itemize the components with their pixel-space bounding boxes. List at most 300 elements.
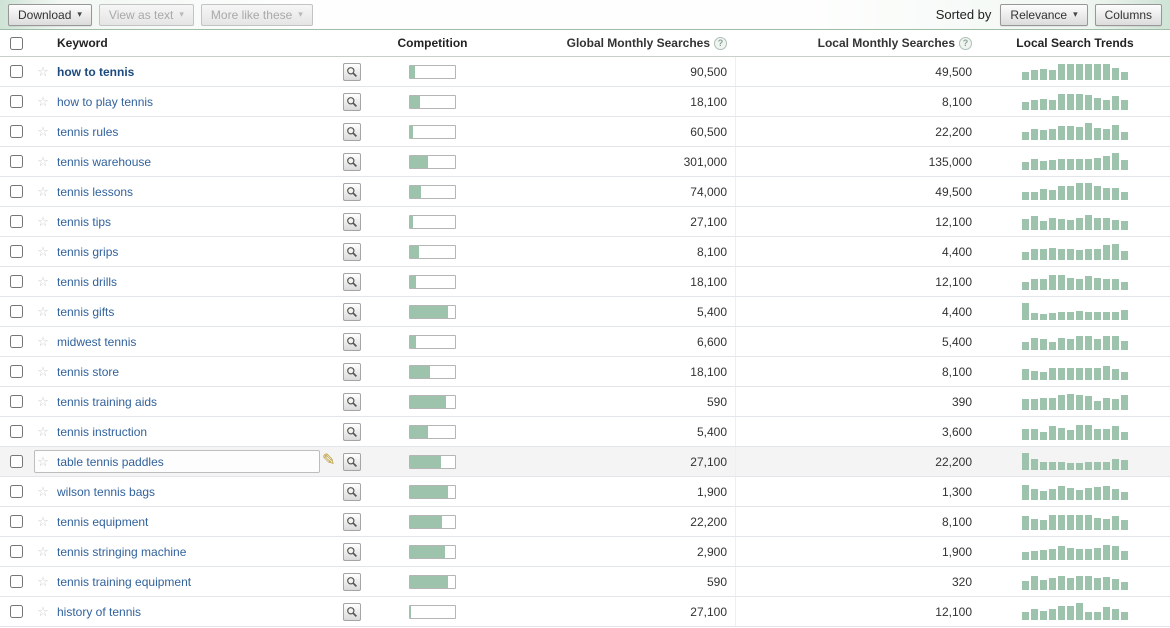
trend-bar	[1085, 425, 1092, 440]
trend-bar	[1094, 158, 1101, 170]
trend-bar	[1067, 126, 1074, 140]
help-icon[interactable]: ?	[959, 37, 972, 50]
keyword-link[interactable]: history of tennis	[57, 604, 142, 619]
trend-bar	[1103, 607, 1110, 620]
keyword-link[interactable]: tennis rules	[57, 124, 119, 139]
trend-bar	[1094, 98, 1101, 110]
local-search-trends-sparkline	[980, 597, 1170, 626]
row-checkbox[interactable]	[10, 215, 23, 228]
competition-bar	[409, 305, 456, 319]
competition-bar	[409, 65, 456, 79]
row-checkbox[interactable]	[10, 335, 23, 348]
trend-bar	[1076, 515, 1083, 530]
trend-bar	[1031, 551, 1038, 560]
trend-bar	[1022, 252, 1029, 260]
keyword-link[interactable]: tennis instruction	[57, 424, 148, 439]
row-checkbox[interactable]	[10, 95, 23, 108]
trend-bar	[1067, 64, 1074, 80]
trend-bar	[1022, 132, 1029, 140]
search-magnifier-button[interactable]	[343, 333, 361, 351]
search-magnifier-button[interactable]	[343, 273, 361, 291]
trend-bar	[1058, 368, 1065, 380]
trend-bar	[1085, 215, 1092, 230]
global-monthly-searches-value: 301,000	[683, 154, 727, 169]
row-checkbox[interactable]	[10, 305, 23, 318]
trend-bar	[1049, 578, 1056, 590]
trend-bar	[1049, 275, 1056, 290]
trend-bar	[1103, 64, 1110, 80]
trend-bar	[1031, 609, 1038, 620]
trend-bar	[1058, 275, 1065, 290]
trend-bar	[1094, 339, 1101, 350]
trend-bar	[1094, 368, 1101, 380]
chevron-down-icon: ▾	[179, 9, 184, 19]
search-magnifier-button[interactable]	[343, 483, 361, 501]
star-icon[interactable]: ☆	[37, 123, 49, 139]
more-like-these-button[interactable]	[201, 4, 313, 26]
star-icon[interactable]: ☆	[37, 543, 49, 559]
keyword-link[interactable]: tennis grips	[57, 244, 119, 259]
global-monthly-searches-value: 8,100	[696, 244, 727, 259]
trend-bar	[1103, 429, 1110, 440]
star-icon[interactable]: ☆	[37, 243, 49, 259]
local-monthly-searches-value: 3,600	[735, 417, 980, 446]
sort-dropdown[interactable]	[1000, 4, 1087, 26]
trend-bar	[1049, 190, 1056, 200]
view-as-text-button[interactable]	[99, 4, 194, 26]
trend-bar	[1085, 396, 1092, 410]
search-magnifier-button[interactable]	[343, 573, 361, 591]
table-row	[0, 537, 1170, 567]
trend-bar	[1022, 399, 1029, 410]
global-monthly-searches-value: 6,600	[696, 334, 727, 349]
sorted-by-label: Sorted by	[935, 7, 992, 22]
star-icon[interactable]: ☆	[37, 303, 49, 319]
trend-bar	[1022, 303, 1029, 320]
trend-bar	[1022, 192, 1029, 200]
local-search-trends-sparkline	[980, 177, 1170, 206]
trend-bar	[1022, 516, 1029, 530]
trend-bar	[1094, 578, 1101, 590]
local-monthly-searches-value: 8,100	[735, 507, 980, 536]
trend-bar	[1094, 249, 1101, 260]
trend-bar	[1049, 129, 1056, 140]
trend-bar	[1085, 276, 1092, 290]
trend-bar	[1049, 313, 1056, 320]
magnifier-icon	[346, 186, 358, 198]
trend-bar	[1022, 282, 1029, 290]
trend-bar	[1094, 401, 1101, 410]
trend-bar	[1121, 310, 1128, 320]
global-monthly-searches-value: 5,400	[696, 304, 727, 319]
search-magnifier-button[interactable]	[343, 603, 361, 621]
trend-bar	[1085, 159, 1092, 170]
local-monthly-searches-value: 8,100	[735, 87, 980, 116]
trend-bar	[1076, 250, 1083, 260]
local-search-trends-sparkline	[980, 267, 1170, 296]
table-row	[0, 507, 1170, 537]
star-icon[interactable]: ☆	[37, 603, 49, 619]
trend-bar	[1112, 609, 1119, 620]
trend-bar	[1094, 462, 1101, 470]
global-monthly-searches-value: 590	[706, 394, 727, 409]
trend-bar	[1085, 488, 1092, 500]
trend-bar	[1049, 342, 1056, 350]
more-like-these-label: More like these	[210, 7, 293, 22]
trend-bar	[1085, 515, 1092, 530]
trend-bar	[1121, 100, 1128, 110]
local-search-trends-sparkline	[980, 237, 1170, 266]
trend-bar	[1058, 126, 1065, 140]
column-header-local[interactable]	[735, 30, 980, 56]
search-magnifier-button[interactable]	[343, 93, 361, 111]
trend-bar	[1076, 218, 1083, 230]
trend-bar	[1121, 160, 1128, 170]
trend-bar	[1031, 519, 1038, 530]
local-monthly-searches-value: 1,300	[735, 477, 980, 506]
trend-bar	[1031, 279, 1038, 290]
trend-bar	[1076, 463, 1083, 470]
magnifier-icon	[346, 396, 358, 408]
local-monthly-searches-value: 1,900	[735, 537, 980, 566]
competition-bar	[409, 275, 456, 289]
trend-bar	[1112, 188, 1119, 200]
keyword-link[interactable]: midwest tennis	[57, 334, 137, 349]
trend-bar	[1076, 368, 1083, 380]
trend-bar	[1031, 489, 1038, 500]
trend-bar	[1067, 220, 1074, 230]
table-row	[0, 327, 1170, 357]
local-search-trends-sparkline	[980, 537, 1170, 566]
column-header-global[interactable]	[490, 36, 735, 50]
keyword-link[interactable]: tennis drills	[57, 274, 118, 289]
trend-bar	[1049, 515, 1056, 530]
trend-bar	[1121, 341, 1128, 350]
trend-bar	[1040, 339, 1047, 350]
keyword-link[interactable]: tennis tips	[57, 214, 112, 229]
trend-bar	[1076, 279, 1083, 290]
global-monthly-searches-value: 74,000	[690, 184, 727, 199]
table-row	[0, 597, 1170, 627]
trend-bar	[1058, 159, 1065, 170]
table-row	[0, 417, 1170, 447]
trend-bar	[1085, 95, 1092, 110]
trend-bar	[1094, 548, 1101, 560]
trend-bar	[1022, 369, 1029, 380]
trend-bar	[1112, 279, 1119, 290]
trend-bar	[1094, 186, 1101, 200]
star-icon[interactable]: ☆	[37, 183, 49, 199]
row-checkbox[interactable]	[10, 155, 23, 168]
trend-bar	[1058, 546, 1065, 560]
trend-bar	[1058, 219, 1065, 230]
global-monthly-searches-value: 27,100	[690, 214, 727, 229]
local-monthly-searches-value: 320	[735, 567, 980, 596]
local-search-trends-sparkline	[980, 477, 1170, 506]
search-magnifier-button[interactable]	[343, 393, 361, 411]
row-checkbox[interactable]	[10, 575, 23, 588]
trend-bar	[1103, 577, 1110, 590]
global-monthly-searches-value: 590	[706, 574, 727, 589]
global-monthly-searches-value: 27,100	[690, 454, 727, 469]
row-checkbox[interactable]	[10, 275, 23, 288]
row-checkbox[interactable]	[10, 545, 23, 558]
trend-bar	[1058, 606, 1065, 620]
local-monthly-searches-value: 22,200	[735, 447, 980, 476]
keyword-link[interactable]: tennis lessons	[57, 184, 134, 199]
search-magnifier-button[interactable]	[343, 243, 361, 261]
magnifier-icon	[346, 606, 358, 618]
trend-bar	[1022, 453, 1029, 470]
row-checkbox[interactable]	[10, 125, 23, 138]
trend-bar	[1103, 312, 1110, 320]
trend-bar	[1085, 462, 1092, 470]
row-checkbox[interactable]	[10, 455, 23, 468]
trend-bar	[1040, 130, 1047, 140]
trend-bar	[1121, 132, 1128, 140]
search-magnifier-button[interactable]	[343, 543, 361, 561]
star-icon[interactable]: ☆	[37, 513, 49, 529]
row-checkbox[interactable]	[10, 65, 23, 78]
trend-bar	[1103, 545, 1110, 560]
star-icon[interactable]: ☆	[37, 363, 49, 379]
competition-bar	[409, 575, 456, 589]
local-monthly-searches-value: 12,100	[735, 207, 980, 236]
trend-bar	[1040, 161, 1047, 170]
keyword-link[interactable]: tennis equipment	[57, 514, 149, 529]
magnifier-icon	[346, 276, 358, 288]
global-monthly-searches-value: 90,500	[690, 64, 727, 79]
trend-bar	[1076, 425, 1083, 440]
column-header-keyword[interactable]: Keyword	[57, 36, 108, 50]
table-header	[0, 30, 1170, 57]
trend-bar	[1049, 426, 1056, 440]
search-magnifier-button[interactable]	[343, 303, 361, 321]
table-row	[0, 387, 1170, 417]
trend-bar	[1049, 609, 1056, 620]
keyword-link[interactable]: wilson tennis bags	[57, 484, 156, 499]
star-icon[interactable]: ☆	[37, 63, 49, 79]
trend-bar	[1049, 368, 1056, 380]
trend-bar	[1103, 519, 1110, 530]
trend-bar	[1040, 550, 1047, 560]
local-search-trends-sparkline	[980, 207, 1170, 236]
search-magnifier-button[interactable]	[343, 453, 361, 471]
search-magnifier-button[interactable]	[343, 213, 361, 231]
row-checkbox[interactable]	[10, 515, 23, 528]
competition-bar	[409, 155, 456, 169]
trend-bar	[1031, 399, 1038, 410]
trend-bar	[1040, 189, 1047, 200]
trend-bar	[1112, 516, 1119, 530]
table-row	[0, 447, 1170, 477]
trend-bar	[1058, 94, 1065, 110]
competition-bar	[409, 425, 456, 439]
trend-bar	[1076, 490, 1083, 500]
trend-bar	[1076, 127, 1083, 140]
chevron-down-icon: ▾	[298, 9, 303, 19]
search-magnifier-button[interactable]	[343, 513, 361, 531]
trend-bar	[1094, 429, 1101, 440]
competition-bar	[409, 455, 456, 469]
trend-bar	[1121, 192, 1128, 200]
trend-bar	[1103, 218, 1110, 230]
trend-bar	[1112, 459, 1119, 470]
select-all-checkbox[interactable]	[10, 37, 23, 50]
trend-bar	[1022, 612, 1029, 620]
search-magnifier-button[interactable]	[343, 63, 361, 81]
keyword-link[interactable]: tennis stringing machine	[57, 544, 187, 559]
trend-bar	[1076, 576, 1083, 590]
trend-bar	[1103, 398, 1110, 410]
trend-bar	[1031, 429, 1038, 440]
magnifier-icon	[346, 516, 358, 528]
row-checkbox[interactable]	[10, 425, 23, 438]
star-icon[interactable]: ☆	[37, 483, 49, 499]
magnifier-icon	[346, 216, 358, 228]
trend-bar	[1067, 578, 1074, 590]
toolbar	[0, 0, 1170, 30]
trend-bar	[1067, 515, 1074, 530]
magnifier-icon	[346, 96, 358, 108]
magnifier-icon	[346, 336, 358, 348]
help-icon[interactable]: ?	[714, 37, 727, 50]
local-monthly-searches-value: 8,100	[735, 357, 980, 386]
keyword-link[interactable]: how to tennis	[57, 64, 135, 79]
local-search-trends-sparkline	[980, 357, 1170, 386]
trend-bar	[1067, 249, 1074, 260]
competition-bar	[409, 485, 456, 499]
search-magnifier-button[interactable]	[343, 153, 361, 171]
local-search-trends-sparkline	[980, 117, 1170, 146]
trend-bar	[1067, 159, 1074, 170]
search-magnifier-button[interactable]	[343, 363, 361, 381]
keyword-link[interactable]: tennis gifts	[57, 304, 115, 319]
local-search-trends-sparkline	[980, 327, 1170, 356]
trend-bar	[1112, 68, 1119, 80]
star-icon[interactable]: ☆	[37, 273, 49, 289]
trend-bar	[1121, 221, 1128, 230]
trend-bar	[1022, 342, 1029, 350]
local-search-trends-sparkline	[980, 567, 1170, 596]
star-icon[interactable]: ☆	[37, 213, 49, 229]
row-checkbox[interactable]	[10, 605, 23, 618]
keyword-link[interactable]: how to play tennis	[57, 94, 154, 109]
star-icon[interactable]: ☆	[37, 453, 49, 469]
trend-bar	[1112, 153, 1119, 170]
keyword-link[interactable]: tennis warehouse	[57, 154, 152, 169]
row-checkbox[interactable]	[10, 485, 23, 498]
table-row	[0, 207, 1170, 237]
keyword-link[interactable]: tennis training aids	[57, 394, 158, 409]
table-row	[0, 117, 1170, 147]
global-monthly-searches-value: 18,100	[690, 364, 727, 379]
trend-bar	[1076, 311, 1083, 320]
column-header-competition[interactable]: Competition	[397, 36, 468, 50]
trend-bar	[1103, 156, 1110, 170]
trend-bar	[1103, 100, 1110, 110]
local-search-trends-sparkline	[980, 147, 1170, 176]
trend-bar	[1076, 603, 1083, 620]
search-magnifier-button[interactable]	[343, 423, 361, 441]
trend-bar	[1103, 366, 1110, 380]
table-row	[0, 297, 1170, 327]
trend-bar	[1022, 552, 1029, 560]
star-icon[interactable]: ☆	[37, 573, 49, 589]
trend-bar	[1058, 249, 1065, 260]
trend-bar	[1058, 462, 1065, 470]
keyword-link[interactable]: table tennis paddles	[57, 454, 164, 469]
trend-bar	[1067, 94, 1074, 110]
search-magnifier-button[interactable]	[343, 183, 361, 201]
trend-bar	[1022, 219, 1029, 230]
trend-bar	[1094, 518, 1101, 530]
trend-bar	[1094, 278, 1101, 290]
table-row	[0, 267, 1170, 297]
star-icon[interactable]: ☆	[37, 153, 49, 169]
table-row	[0, 567, 1170, 597]
trend-bar	[1112, 96, 1119, 110]
trend-bar	[1076, 94, 1083, 110]
keyword-link[interactable]: tennis training equipment	[57, 574, 192, 589]
row-checkbox[interactable]	[10, 365, 23, 378]
global-monthly-searches-value: 27,100	[690, 604, 727, 619]
star-icon[interactable]: ☆	[37, 423, 49, 439]
row-checkbox[interactable]	[10, 245, 23, 258]
trend-bar	[1031, 313, 1038, 320]
competition-bar	[409, 395, 456, 409]
trend-bar	[1085, 64, 1092, 80]
competition-bar	[409, 515, 456, 529]
columns-button[interactable]	[1095, 4, 1162, 26]
search-magnifier-button[interactable]	[343, 123, 361, 141]
trend-bar	[1031, 576, 1038, 590]
star-icon[interactable]: ☆	[37, 393, 49, 409]
star-icon[interactable]: ☆	[37, 333, 49, 349]
trend-bar	[1067, 394, 1074, 410]
trend-bar	[1094, 487, 1101, 500]
trend-bar	[1031, 159, 1038, 170]
star-icon[interactable]: ☆	[37, 93, 49, 109]
trend-bar	[1085, 576, 1092, 590]
global-monthly-searches-value: 60,500	[690, 124, 727, 139]
trend-bar	[1049, 218, 1056, 230]
edit-pencil-icon[interactable]: ✎	[322, 452, 336, 469]
trend-bar	[1067, 312, 1074, 320]
trend-bar	[1085, 249, 1092, 260]
trend-bar	[1022, 429, 1029, 440]
chevron-down-icon: ▾	[77, 9, 82, 19]
trend-bar	[1085, 183, 1092, 200]
trend-bar	[1103, 486, 1110, 500]
trend-bar	[1121, 432, 1128, 440]
row-checkbox[interactable]	[10, 395, 23, 408]
keyword-link[interactable]: tennis store	[57, 364, 120, 379]
view-as-text-label: View as text	[108, 7, 174, 22]
trend-bar	[1094, 128, 1101, 140]
local-search-trends-sparkline	[980, 447, 1170, 476]
row-checkbox[interactable]	[10, 185, 23, 198]
local-search-trends-sparkline	[980, 57, 1170, 86]
competition-bar	[409, 95, 456, 109]
table-row	[0, 87, 1170, 117]
download-button[interactable]	[8, 4, 92, 26]
trend-bar	[1121, 282, 1128, 290]
trend-bar	[1022, 485, 1029, 500]
trend-bar	[1067, 278, 1074, 290]
trend-bar	[1085, 123, 1092, 140]
trend-bar	[1049, 70, 1056, 80]
